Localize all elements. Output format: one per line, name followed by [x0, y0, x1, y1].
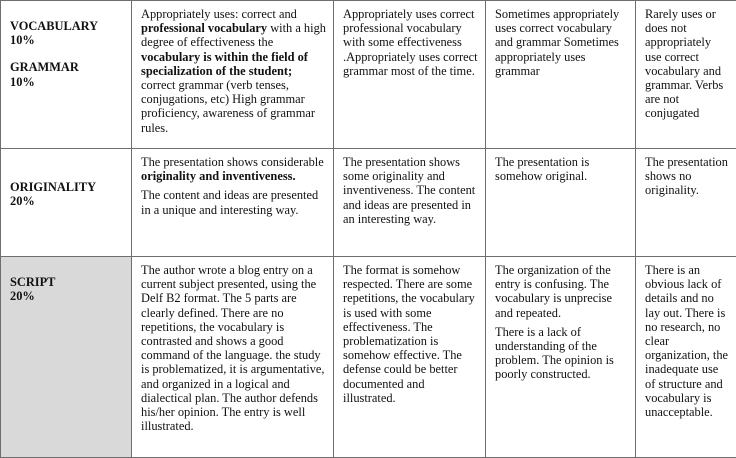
descriptor-cell: [486, 257, 636, 458]
descriptor-cell: [636, 149, 736, 257]
descriptor-paragraph: [141, 7, 327, 135]
descriptor-paragraph: [495, 155, 629, 183]
descriptor-cell: [636, 257, 736, 458]
descriptor-paragraph: [141, 155, 327, 183]
descriptor-text: The presentation shows no originality.: [645, 155, 728, 197]
criterion-title: GRAMMAR: [10, 60, 125, 74]
descriptor-paragraph: [645, 155, 730, 198]
rubric-row-script: [1, 257, 736, 458]
descriptor-cell: [132, 149, 334, 257]
descriptor-cell: [486, 1, 636, 149]
descriptor-text: The content and ideas are presented in a unique and interesting way.: [141, 188, 318, 216]
descriptor-text: Sometimes appropriately uses correct vocabulary and grammar Sometimes appropriately uses grammar: [495, 7, 619, 78]
descriptor-cell: [334, 149, 486, 257]
criterion-cell: [1, 149, 132, 257]
descriptor-text: The presentation shows considerable: [141, 155, 324, 169]
descriptor-paragraph: [343, 7, 479, 78]
descriptor-cell: [334, 1, 486, 149]
criterion-title: ORIGINALITY: [10, 180, 125, 194]
descriptor-cell: [334, 257, 486, 458]
descriptor-paragraph: [645, 7, 730, 121]
criterion-percent: 10%: [10, 75, 125, 89]
descriptor-emphasis: originality and inventiveness.: [141, 169, 296, 183]
descriptor-paragraph: [495, 325, 629, 382]
descriptor-paragraph: [495, 7, 629, 78]
criterion-title: VOCABULARY: [10, 19, 125, 33]
descriptor-paragraph: [343, 263, 479, 405]
descriptor-text: The format is somehow respected. There are some repetitions, the vocabulary is used with some effectiveness. The problematization is somehow effective. The defense could be better documented and illustrated.: [343, 263, 475, 405]
descriptor-paragraph: [495, 263, 629, 320]
descriptor-cell: [132, 257, 334, 458]
criterion-cell: [1, 257, 132, 458]
descriptor-paragraph: [141, 263, 327, 433]
rubric-row-vocabulary-grammar: [1, 1, 736, 149]
criterion-percent: 20%: [10, 289, 125, 303]
descriptor-text: Rarely uses or does not appropriately use correct vocabulary and grammar. Verbs are not conjugated: [645, 7, 723, 120]
descriptor-text: There is a lack of understanding of the problem. The opinion is poorly constructed.: [495, 325, 614, 382]
criterion-percent: 10%: [10, 33, 125, 47]
criterion-cell: [1, 1, 132, 149]
descriptor-paragraph: [141, 188, 327, 216]
descriptor-paragraph: [343, 155, 479, 226]
descriptor-text: Appropriately uses: correct and: [141, 7, 297, 21]
descriptor-cell: [486, 149, 636, 257]
descriptor-emphasis: vocabulary is within the field of specialization of the student;: [141, 50, 308, 78]
descriptor-text: with a high degree of effectiveness the: [141, 21, 326, 49]
descriptor-text: The presentation shows some originality and inventiveness. The content and ideas are presented in an interesting way.: [343, 155, 475, 226]
descriptor-cell: [636, 1, 736, 149]
descriptor-text: The organization of the entry is confusing. The vocabulary is unprecise and repeated.: [495, 263, 612, 320]
criterion-title: SCRIPT: [10, 275, 125, 289]
descriptor-paragraph: [645, 263, 730, 419]
descriptor-text: The presentation is somehow original.: [495, 155, 589, 183]
descriptor-text: Appropriately uses correct professional vocabulary with some effectiveness .Appropriately uses correct grammar most of the time.: [343, 7, 478, 78]
descriptor-cell: [132, 1, 334, 149]
descriptor-emphasis: professional vocabulary: [141, 21, 267, 35]
descriptor-text: correct grammar (verb tenses, conjugations, etc) High grammar proficiency, awareness of grammar rules.: [141, 78, 315, 135]
descriptor-text: There is an obvious lack of details and no lay out. There is no research, no clear organization, the inadequate use of structure and vocabulary is unacceptable.: [645, 263, 728, 419]
descriptor-text: The author wrote a blog entry on a current subject presented, using the Delf B2 format. The 5 parts are clearly defined. There are no repetitions, the vocabulary is contrasted and shows a good command of the language. the study is problematized, it is argumentative, and organized in a logical and dialectical plan. The author defends his/her opinion. The entry is well illustrated.: [141, 263, 325, 433]
criterion-percent: 20%: [10, 194, 125, 208]
rubric-row-originality: [1, 149, 736, 257]
